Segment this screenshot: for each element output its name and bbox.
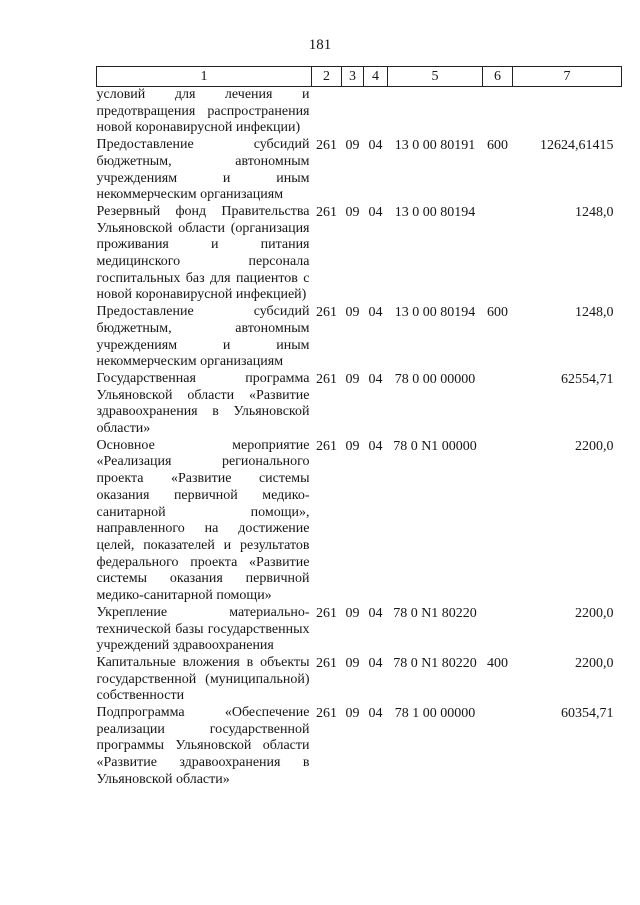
table-row (97, 655, 622, 705)
row-subsection: 04 (368, 305, 383, 321)
row-expense-type (483, 705, 513, 789)
row-name: Укрепление материально-технической базы государственных учреждений здравоохранения (96, 604, 310, 654)
page-number: 181 (308, 37, 332, 53)
column-header: 2 (312, 67, 342, 87)
table-header-row (97, 67, 622, 87)
row-expense-type (483, 438, 513, 605)
row-admin-code: 261 (316, 655, 337, 671)
row-name: Капитальные вложения в объекты государственной (муниципальной) собственности (96, 654, 310, 704)
row-name: условий для лечения и предотвращения распространения новой коронавирусной инфекции) (96, 87, 310, 136)
row-amount: 60354,71 (561, 706, 614, 722)
row-subsection: 04 (368, 438, 383, 454)
row-admin-code: 261 (316, 305, 337, 321)
row-subsection: 04 (368, 655, 383, 671)
row-name: Предоставление субсидий бюджетным, автономным учреждениям и иным некоммерческим организациям (96, 137, 310, 203)
column-header: 1 (97, 67, 312, 87)
row-name: Основное мероприятие «Реализация регионального проекта «Развитие системы оказания первичной медико-санитарной помощи», направленного на достижение целей, показателей и результатов федерального проекта «Развитие системы оказания первичной медико-санитарной помощи» (96, 437, 310, 604)
row-section: 09 (345, 706, 360, 722)
row-amount: 12624,61415 (540, 138, 614, 154)
column-header: 6 (483, 67, 513, 87)
table-row (97, 371, 622, 438)
row-target-article: 78 0 N1 80220 (393, 605, 477, 621)
row-amount: 1248,0 (575, 305, 614, 321)
table-row (97, 137, 622, 204)
row-amount (513, 87, 622, 138)
row-expense-type: 600 (487, 305, 508, 321)
row-expense-type (483, 605, 513, 655)
table-row (97, 204, 622, 304)
table-row (97, 304, 622, 371)
row-name: Подпрограмма «Обеспечение реализации государственной программы Ульяновской области «Развитие здравоохранения в Ульяновской области» (96, 705, 310, 787)
row-admin-code: 261 (316, 371, 337, 387)
row-amount: 1248,0 (575, 204, 614, 220)
column-header: 4 (364, 67, 388, 87)
row-section: 09 (345, 138, 360, 154)
row-subsection: 04 (368, 371, 383, 387)
row-target-article: 78 0 00 00000 (394, 371, 476, 387)
row-section: 09 (345, 655, 360, 671)
table-row (97, 438, 622, 605)
row-admin-code: 261 (316, 706, 337, 722)
row-section: 09 (345, 305, 360, 321)
row-subsection: 04 (368, 204, 383, 220)
row-target-article: 78 0 N1 00000 (393, 438, 477, 454)
table-row (97, 705, 622, 789)
row-section: 09 (345, 605, 360, 621)
row-subsection (364, 87, 388, 138)
row-target-article: 13 0 00 80191 (394, 138, 476, 154)
row-expense-type: 600 (487, 138, 508, 154)
table-row (97, 605, 622, 655)
row-expense-type (483, 371, 513, 438)
row-name: Предоставление субсидий бюджетным, автономным учреждениям и иным некоммерческим организациям (96, 304, 310, 370)
row-admin-code: 261 (316, 204, 337, 220)
row-target-article (388, 87, 483, 138)
row-amount: 62554,71 (561, 371, 614, 387)
row-target-article: 78 1 00 00000 (394, 706, 476, 722)
row-amount: 2200,0 (575, 655, 614, 671)
budget-table (96, 66, 622, 789)
row-admin-code: 261 (316, 605, 337, 621)
row-admin-code: 261 (316, 438, 337, 454)
row-section: 09 (345, 438, 360, 454)
column-header: 5 (388, 67, 483, 87)
row-expense-type: 400 (487, 655, 508, 671)
row-name: Государственная программа Ульяновской области «Развитие здравоохранения в Ульяновской области» (96, 370, 310, 437)
row-amount: 2200,0 (575, 438, 614, 454)
row-section: 09 (345, 204, 360, 220)
row-name: Резервный фонд Правительства Ульяновской области (организация проживания и питания медицинского персонала госпитальных баз для пациентов с новой коронавирусной инфекцией) (96, 203, 310, 303)
row-section: 09 (345, 371, 360, 387)
row-subsection: 04 (368, 706, 383, 722)
row-section (342, 87, 364, 138)
row-admin-code (312, 87, 342, 138)
column-header: 7 (513, 67, 622, 87)
row-admin-code: 261 (316, 138, 337, 154)
row-expense-type (483, 204, 513, 304)
row-target-article: 13 0 00 80194 (394, 204, 476, 220)
row-expense-type (483, 87, 513, 138)
column-header: 3 (342, 67, 364, 87)
row-target-article: 13 0 00 80194 (394, 305, 476, 321)
row-target-article: 78 0 N1 80220 (393, 655, 477, 671)
row-subsection: 04 (368, 138, 383, 154)
table-row (97, 87, 622, 138)
row-subsection: 04 (368, 605, 383, 621)
row-amount: 2200,0 (575, 605, 614, 621)
